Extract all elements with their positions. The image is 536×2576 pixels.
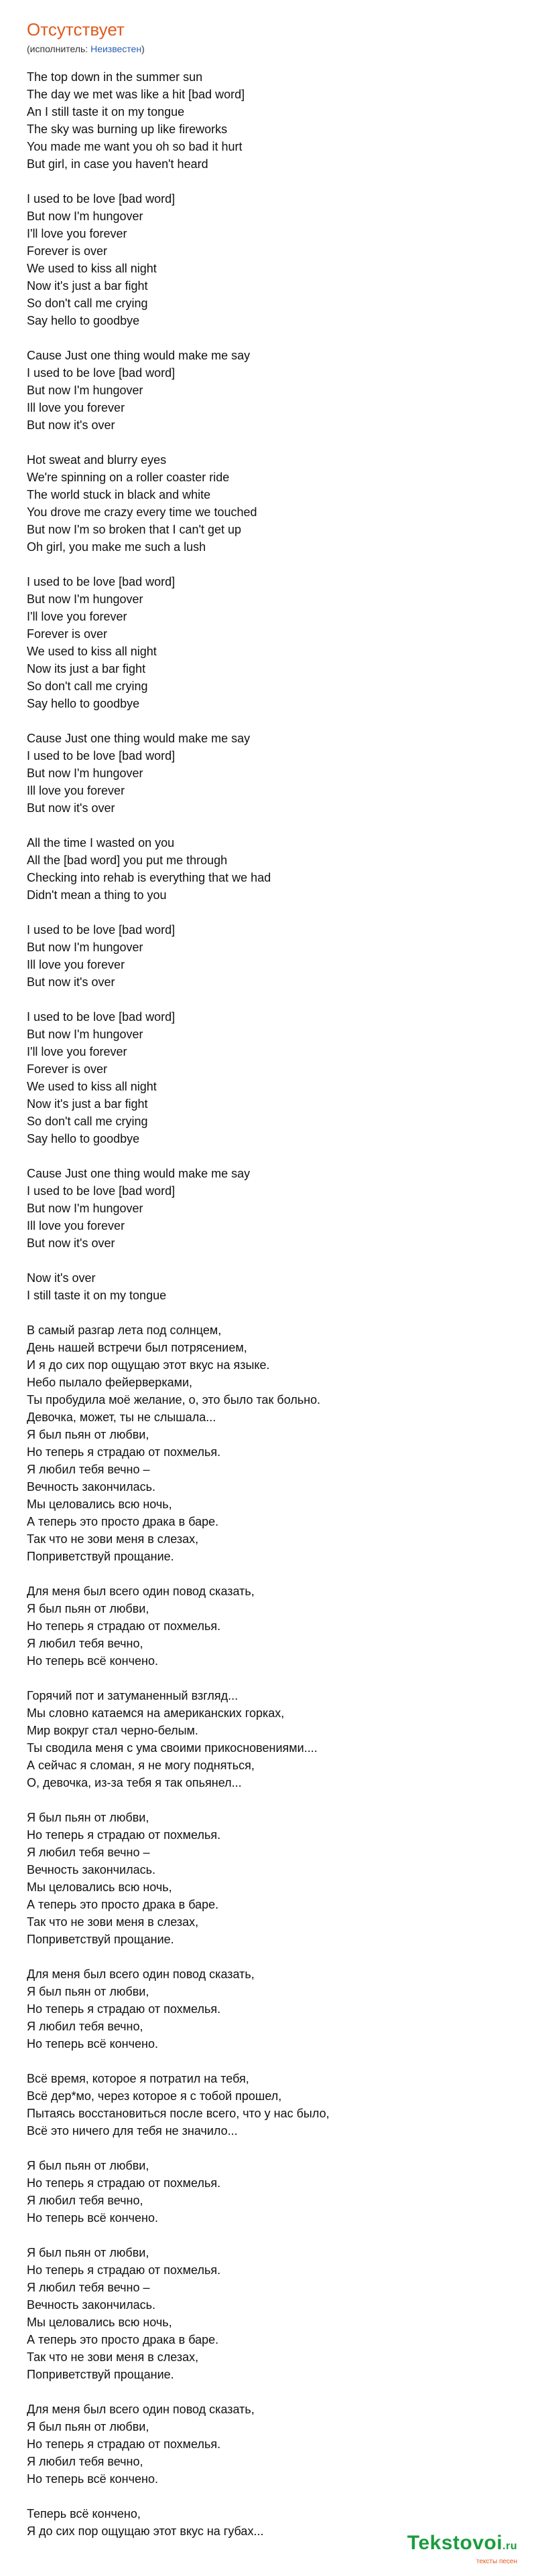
- lyric-line: Но теперь я страдаю от похмелья.: [27, 2002, 221, 2016]
- lyric-line: I used to be love [bad word]: [27, 575, 176, 588]
- lyric-line: Небо пылало фейерверками,: [27, 1376, 193, 1389]
- lyric-line: I used to be love [bad word]: [27, 923, 176, 937]
- lyric-line: Say hello to goodbye: [27, 314, 140, 327]
- lyric-line: Всё время, которое я потратил на тебя,: [27, 2072, 249, 2085]
- lyrics-stanza: [27, 1269, 509, 1304]
- lyrics-stanza: [27, 1008, 509, 1147]
- lyric-line: But now I'm hungover: [27, 384, 143, 397]
- lyric-line: Cause Just one thing would make me say: [27, 1167, 251, 1180]
- lyric-line: Ill love you forever: [27, 958, 125, 971]
- lyric-line: Oh girl, you make me such a lush: [27, 540, 206, 554]
- lyrics-stanza: [27, 730, 509, 817]
- logo-tld: .ru: [503, 2541, 517, 2552]
- lyric-line: Ты пробудила моё желание, о, это было так больно.: [27, 1393, 321, 1406]
- logo-tagline: тексты песен: [476, 2558, 517, 2565]
- lyric-line: An I still taste it on my tongue: [27, 105, 185, 118]
- lyric-line: But now it's over: [27, 801, 115, 815]
- site-logo[interactable]: [407, 2532, 517, 2565]
- lyric-line: Я был пьян от любви,: [27, 1811, 149, 1824]
- lyric-line: So don't call me crying: [27, 1115, 148, 1128]
- lyrics-page: [27, 19, 509, 2557]
- lyric-line: И я до сих пор ощущаю этот вкус на языке.: [27, 1358, 270, 1372]
- lyric-line: So don't call me crying: [27, 297, 148, 310]
- lyric-line: Я любил тебя вечно,: [27, 2194, 143, 2207]
- lyric-line: А теперь это просто драка в баре.: [27, 1898, 219, 1911]
- lyric-line: Но теперь я страдаю от похмелья.: [27, 2263, 221, 2277]
- lyric-line: О, девочка, из-за тебя я так опьянел...: [27, 1776, 242, 1789]
- performer-link[interactable]: Неизвестен: [90, 44, 142, 54]
- lyrics-stanza: [27, 190, 509, 329]
- lyrics-stanza: [27, 2070, 509, 2140]
- lyric-line: В самый разгар лета под солнцем,: [27, 1323, 222, 1337]
- lyric-line: Ill love you forever: [27, 1219, 125, 1232]
- lyric-line: Но теперь я страдаю от похмелья.: [27, 2437, 221, 2451]
- lyric-line: А теперь это просто драка в баре.: [27, 2333, 219, 2346]
- lyric-line: Now it's just a bar fight: [27, 1097, 148, 1111]
- lyric-line: But now I'm hungover: [27, 210, 143, 223]
- lyric-line: Мы словно катаемся на американских горках,: [27, 1706, 285, 1720]
- lyric-line: Так что не зови меня в слезах,: [27, 1915, 199, 1929]
- lyrics-stanza: [27, 2244, 509, 2383]
- lyrics-stanza: [27, 1965, 509, 2052]
- lyric-line: Ill love you forever: [27, 401, 125, 414]
- lyric-line: I used to be love [bad word]: [27, 192, 176, 206]
- performer-prefix: (исполнитель:: [27, 44, 91, 54]
- lyric-line: The day we met was like a hit [bad word]: [27, 88, 245, 101]
- lyric-line: Forever is over: [27, 627, 108, 641]
- lyrics-stanza: [27, 1687, 509, 1791]
- lyric-line: Но теперь я страдаю от похмелья.: [27, 1828, 221, 1842]
- lyric-line: You made me want you oh so bad it hurt: [27, 140, 243, 153]
- lyric-line: Я любил тебя вечно –: [27, 2281, 150, 2294]
- lyric-line: Горячий пот и затуманенный взгляд...: [27, 1689, 239, 1702]
- lyric-line: Say hello to goodbye: [27, 1132, 140, 1145]
- lyrics-stanza: [27, 2157, 509, 2227]
- lyric-line: Я любил тебя вечно,: [27, 2020, 143, 2033]
- lyric-line: Я любил тебя вечно,: [27, 2455, 143, 2468]
- lyric-line: Cause Just one thing would make me say: [27, 349, 251, 362]
- logo-main-text: Tekstovoi: [407, 2532, 503, 2554]
- lyric-line: Поприветствуй прощание.: [27, 2368, 174, 2381]
- lyric-line: But now it's over: [27, 418, 115, 432]
- lyric-line: Я любил тебя вечно,: [27, 1637, 143, 1650]
- lyric-line: I used to be love [bad word]: [27, 749, 176, 762]
- lyric-line: Now it's just a bar fight: [27, 279, 148, 293]
- lyric-line: Я был пьян от любви,: [27, 2246, 149, 2259]
- lyrics-stanza: [27, 834, 509, 904]
- lyric-line: Всё это ничего для тебя не значило...: [27, 2124, 238, 2138]
- lyric-line: Для меня был всего один повод сказать,: [27, 1585, 255, 1598]
- lyric-line: We used to kiss all night: [27, 645, 157, 658]
- lyric-line: We're spinning on a roller coaster ride: [27, 471, 230, 484]
- lyric-line: Checking into rehab is everything that we had: [27, 871, 271, 884]
- lyrics-stanza: [27, 573, 509, 712]
- lyric-line: Всё дер*мо, через которое я с тобой прошел,: [27, 2089, 282, 2103]
- lyric-line: Now its just a bar fight: [27, 662, 146, 675]
- lyric-line: Но теперь я страдаю от похмелья.: [27, 1619, 221, 1633]
- lyric-line: Я был пьян от любви,: [27, 1985, 149, 1998]
- lyrics-stanza: [27, 68, 509, 173]
- lyric-line: Теперь всё кончено,: [27, 2507, 141, 2520]
- lyric-line: Для меня был всего один повод сказать,: [27, 2403, 255, 2416]
- lyric-line: Так что не зови меня в слезах,: [27, 2350, 199, 2364]
- lyric-line: Я до сих пор ощущаю этот вкус на губах...: [27, 2524, 264, 2538]
- lyric-line: Say hello to goodbye: [27, 697, 140, 710]
- lyric-line: Мир вокруг стал черно-белым.: [27, 1724, 198, 1737]
- lyric-line: Но теперь всё кончено.: [27, 2472, 158, 2486]
- lyric-line: I used to be love [bad word]: [27, 1010, 176, 1024]
- lyric-line: Я любил тебя вечно –: [27, 1463, 150, 1476]
- lyric-line: Поприветствуй прощание.: [27, 1550, 174, 1563]
- lyric-line: Но теперь всё кончено.: [27, 2037, 158, 2050]
- lyric-line: So don't call me crying: [27, 679, 148, 693]
- lyrics-stanza: [27, 1809, 509, 1948]
- performer-suffix: ): [141, 44, 145, 54]
- lyrics-stanza: [27, 451, 509, 556]
- lyric-line: Но теперь всё кончено.: [27, 2211, 158, 2225]
- lyric-line: I'll love you forever: [27, 227, 127, 240]
- lyric-line: Hot sweat and blurry eyes: [27, 453, 167, 467]
- lyric-line: Но теперь всё кончено.: [27, 1654, 158, 1668]
- lyrics-stanza: [27, 2401, 509, 2488]
- lyric-line: I used to be love [bad word]: [27, 1184, 176, 1198]
- lyric-line: Поприветствуй прощание.: [27, 1933, 174, 1946]
- lyric-line: I used to be love [bad word]: [27, 366, 176, 380]
- lyric-line: Ты сводила меня с ума своими прикосновениями....: [27, 1741, 318, 1755]
- lyric-line: But now I'm hungover: [27, 592, 143, 606]
- performer-line: [27, 43, 509, 55]
- lyric-line: I'll love you forever: [27, 1045, 127, 1058]
- lyric-line: We used to kiss all night: [27, 1080, 157, 1093]
- lyrics-stanza: [27, 1583, 509, 1670]
- lyric-line: Now it's over: [27, 1271, 96, 1285]
- lyric-line: Для меня был всего один повод сказать,: [27, 1967, 255, 1981]
- lyric-line: Вечность закончилась.: [27, 1480, 155, 1494]
- lyrics-stanza: [27, 921, 509, 991]
- lyrics-stanza: [27, 1165, 509, 1252]
- lyric-line: Вечность закончилась.: [27, 2298, 155, 2312]
- lyric-line: Мы целовались всю ночь,: [27, 2316, 172, 2329]
- lyric-line: I still taste it on my tongue: [27, 1289, 167, 1302]
- lyric-line: But now it's over: [27, 1236, 115, 1250]
- lyric-line: But now I'm hungover: [27, 767, 143, 780]
- lyric-line: Я любил тебя вечно –: [27, 1846, 150, 1859]
- lyric-line: The sky was burning up like fireworks: [27, 123, 228, 136]
- lyric-line: I'll love you forever: [27, 610, 127, 623]
- lyric-line: Я был пьян от любви,: [27, 1428, 149, 1441]
- logo-wordmark: [407, 2532, 517, 2557]
- lyric-line: Я был пьян от любви,: [27, 2420, 149, 2433]
- lyric-line: Пытаясь восстановиться после всего, что у нас было,: [27, 2107, 330, 2120]
- lyric-line: Но теперь я страдаю от похмелья.: [27, 1445, 221, 1459]
- lyric-line: But now I'm hungover: [27, 1028, 143, 1041]
- lyric-line: The world stuck in black and white: [27, 488, 211, 501]
- lyric-line: Я был пьян от любви,: [27, 2159, 149, 2172]
- lyric-line: But now I'm hungover: [27, 1202, 143, 1215]
- lyric-line: Мы целовались всю ночь,: [27, 1498, 172, 1511]
- lyrics-stanza: [27, 1321, 509, 1565]
- lyric-line: All the [bad word] you put me through: [27, 854, 228, 867]
- song-title: Отсутствует: [27, 19, 125, 39]
- lyric-line: А сейчас я сломан, я не могу подняться,: [27, 1759, 255, 1772]
- lyric-line: Мы целовались всю ночь,: [27, 1880, 172, 1894]
- lyric-line: But now it's over: [27, 975, 115, 989]
- lyric-line: Девочка, может, ты не слышала...: [27, 1411, 216, 1424]
- lyric-line: А теперь это просто драка в баре.: [27, 1515, 219, 1528]
- lyrics-stanza: [27, 347, 509, 434]
- lyric-line: Forever is over: [27, 1062, 108, 1076]
- lyric-line: Didn't mean a thing to you: [27, 888, 167, 902]
- lyric-line: But now I'm hungover: [27, 941, 143, 954]
- lyric-line: Вечность закончилась.: [27, 1863, 155, 1876]
- lyric-line: Cause Just one thing would make me say: [27, 732, 251, 745]
- lyric-line: Я был пьян от любви,: [27, 1602, 149, 1615]
- lyric-line: The top down in the summer sun: [27, 70, 203, 84]
- lyrics-body: [27, 68, 509, 2540]
- lyric-line: Так что не зови меня в слезах,: [27, 1532, 199, 1546]
- lyric-line: Ill love you forever: [27, 784, 125, 797]
- lyric-line: All the time I wasted on you: [27, 836, 175, 850]
- lyric-line: But girl, in case you haven't heard: [27, 157, 208, 171]
- lyric-line: We used to kiss all night: [27, 262, 157, 275]
- lyric-line: Forever is over: [27, 244, 108, 258]
- lyric-line: День нашей встречи был потрясением,: [27, 1341, 247, 1354]
- lyric-line: But now I'm so broken that I can't get up: [27, 523, 242, 536]
- lyric-line: You drove me crazy every time we touched: [27, 505, 257, 519]
- lyric-line: Но теперь я страдаю от похмелья.: [27, 2176, 221, 2190]
